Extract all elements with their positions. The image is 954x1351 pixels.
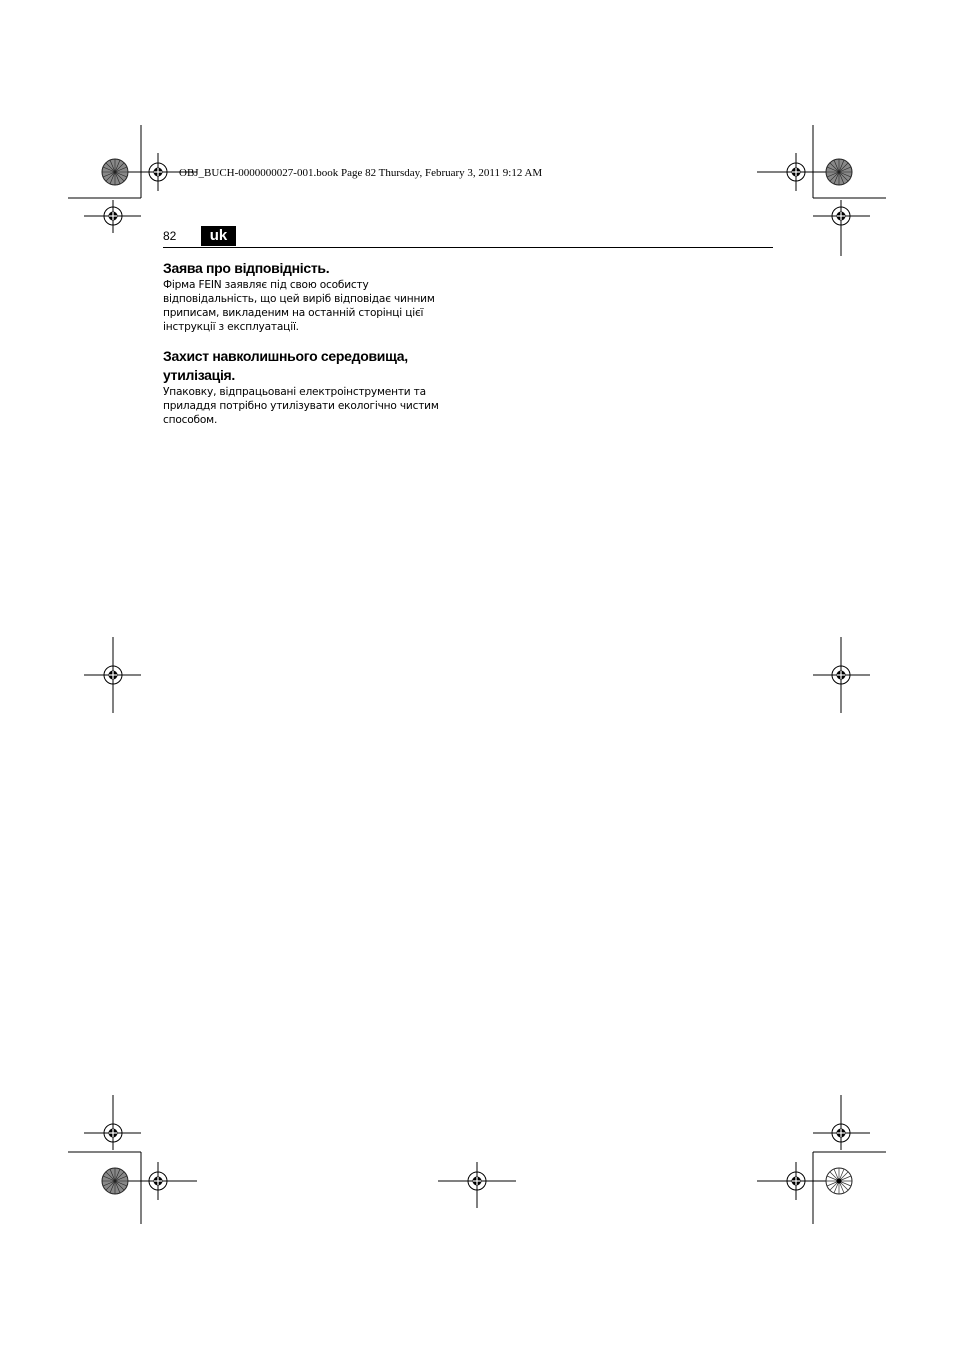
section-environment: [163, 347, 463, 427]
body-line: приладдя потрібно утилізувати екологічно чистим: [163, 400, 439, 412]
page-number: 82: [163, 229, 177, 243]
body-line: Упаковку, відпрацьовані електроінструменти та: [163, 386, 426, 398]
color-bar-star-top-right: [826, 159, 852, 185]
header-rule: [163, 247, 773, 248]
body-line: інструкції з експлуатації.: [163, 321, 299, 333]
page-content: [163, 259, 463, 427]
body-line: приписам, викладеним на останній сторінці цієї: [163, 307, 424, 319]
print-slug: OBJ_BUCH-0000000027-001.book Page 82 Thursday, February 3, 2011 9:12 AM: [179, 167, 543, 179]
section-heading: Заява про відповідність.: [163, 260, 330, 276]
color-bar-star-bottom-left: [102, 1168, 128, 1194]
section-declaration: [163, 259, 463, 334]
section-heading-line: Захист навколишнього середовища,: [163, 348, 408, 364]
language-badge: uk: [201, 226, 236, 246]
body-line: відповідальність, що цей виріб відповідає чинним: [163, 293, 435, 305]
body-line: Фірма FEIN заявляє під свою особисту: [163, 279, 369, 291]
body-line: способом.: [163, 414, 218, 426]
color-bar-star-bottom-right: [826, 1168, 852, 1194]
color-bar-star-top-left: [102, 159, 128, 185]
section-heading-line: утилізація.: [163, 367, 236, 383]
